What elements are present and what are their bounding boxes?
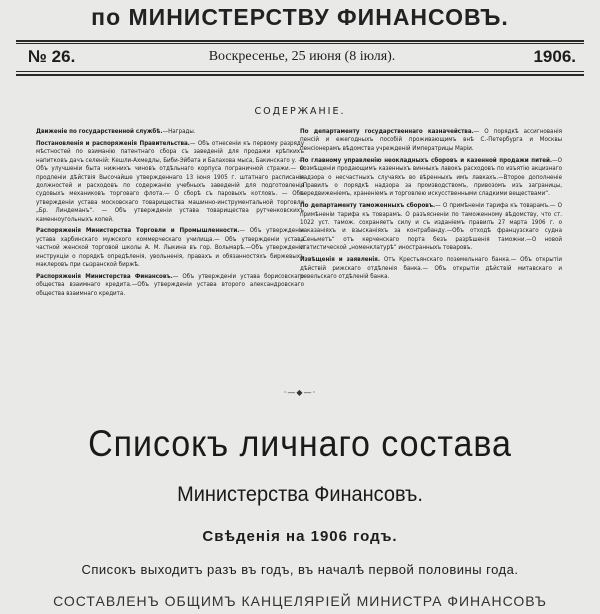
contents-entry: Движеніе по государственной службѣ.—Награды. (36, 128, 196, 135)
contents-left-column (36, 128, 304, 302)
issue-line (28, 47, 576, 67)
contents-heading: СОДЕРЖАНІЕ. (254, 106, 346, 117)
contents-entry: Извѣщенія и заявленія. Отъ Крестьянскаго поземельнаго банка.— Объ открытіи дѣйствій рижскаго отдѣленія банка.— Объ открытіи дѣйствій митавскаго и ревельскаго отдѣленій банка. (300, 256, 562, 280)
contents-entry: По департаменту государственнаго казначейства.— О порядкѣ ассигнованія пенсій и ежегодныхъ пособій проживающимъ внѣ С.-Петербурга и Москвы пенсіонерамъ вѣдомства учрежденій Императрицы Маріи. (300, 128, 562, 152)
contents-entry: Распоряженія Министерства Финансовъ.— Объ утвержденіи устава борисовскаго общества взаимнаго кредита.—Объ утвержденіи устава второго александровскаго общества взаимнаго кредита. (36, 273, 304, 297)
masthead-rule-top (16, 40, 584, 42)
announcement-subtitle: Министерства Финансовъ. (177, 483, 423, 506)
issue-number: № 26. (28, 47, 76, 66)
contents-entry: По главному управленію неокладныхъ сборовъ и казенной продажи питей.—О возмѣщеніи продающимъ казенныхъ винныхъ лавокъ расходовъ по изъятію акцизнаго надзора о несчастныхъ случаяхъ во вѣренныхъ имъ лавкахъ.—Второе дополненіе „Правилъ о порядкѣ надзора за производствомъ, привозомъ изъ заграницы, передвиженіемъ, храненіемъ и торговлею искусственными сладкими веществами“. (300, 156, 562, 198)
announcement-info: Свѣденія на 1906 годъ. (202, 528, 398, 545)
masthead-rule-top-thin (16, 43, 584, 44)
contents-right-column (300, 128, 562, 285)
masthead-title: по МИНИСТЕРСТВУ ФИНАНСОВЪ. (91, 4, 509, 30)
announcement-cut-text: СОСТАВЛЕНЪ ОБЩИМЪ КАНЦЕЛЯРІЕЙ МИНИСТРА ФИНАНСОВЪ (53, 593, 547, 609)
issue-year: 1906. (533, 47, 576, 66)
contents-entry: Постановленія и распоряженія Правительства.— Объ отнесеніи къ первому разряду мѣстностей по взиманію патентнаго сбора съ заведеній для продажи крѣпкихъ напитковъ дачъ селеній: Кешли-Ахмедлы, Биби-Эйбата и Балахова мыса, Бакинскаго у. — Объ улучшеніи быта нижнихъ чиновъ отдѣльнаго корпуса пограничной стражи.— О продленіи дѣйствія Высочайше утвержденнаго 13 іюня 1905 г. штатнаго расписанія должностей и расходовъ по содержанію учебныхъ заведеній для подготовленія судовыхъ механиковъ торговаго флота.— О сборѣ съ паровыхъ котловъ. — Объ утвержденіи устава московскаго товарищества машинно-инструментальной торговли „Бр. Линдеманъ“. — Объ утвержденіи устава товарищества рутченковскихъ каменноугольныхъ копей. (36, 139, 305, 223)
issue-rule-thin (16, 71, 584, 72)
announcement-body: Списокъ выходитъ разъ въ годъ, въ началѣ первой половины года. (81, 562, 519, 577)
contents-entry: По департаменту таможенныхъ сборовъ.— О примѣненіи тарифа къ товарамъ.— О примѣненіи тарифа къ товарамъ. О разъясненіи по таможенному вѣдомству, что ст. 1022 уст. тамож. сохраняетъ силу и съ изданіемъ правилъ 27 марта 1906 г. о наказаніяхъ и взысканіяхъ за контрабанду.—Объ отходѣ французскаго судна „Сеньметъ“ отъ керченскаго порта безъ разрѣшенія таможни.—О новой статистической „номенклатурѣ“ иностранныхъ товаровъ. (300, 202, 563, 252)
issue-rule-thick (16, 74, 584, 76)
contents-entry: Распоряженія Министерства Торговли и Промышленности.— Объ утвержденіи устава харбинскаго мужского коммерческаго училища.— Объ утвержденіи устава частной женской торговой школы А. М. Лыкина въ гор. Вольмарѣ.—Объ утвержденіи инструкціи о порядкѣ опредѣленія, увольненія, правахъ и обязанностяхъ биржевыхъ маклеровъ при сызранской биржѣ. (36, 227, 304, 269)
section-divider-ornament: ·—◆—· (283, 388, 317, 397)
announcement-title: Списокъ личнаго состава (88, 423, 512, 464)
issue-date: Воскресенье, 25 июня (8 іюля). (208, 49, 396, 64)
